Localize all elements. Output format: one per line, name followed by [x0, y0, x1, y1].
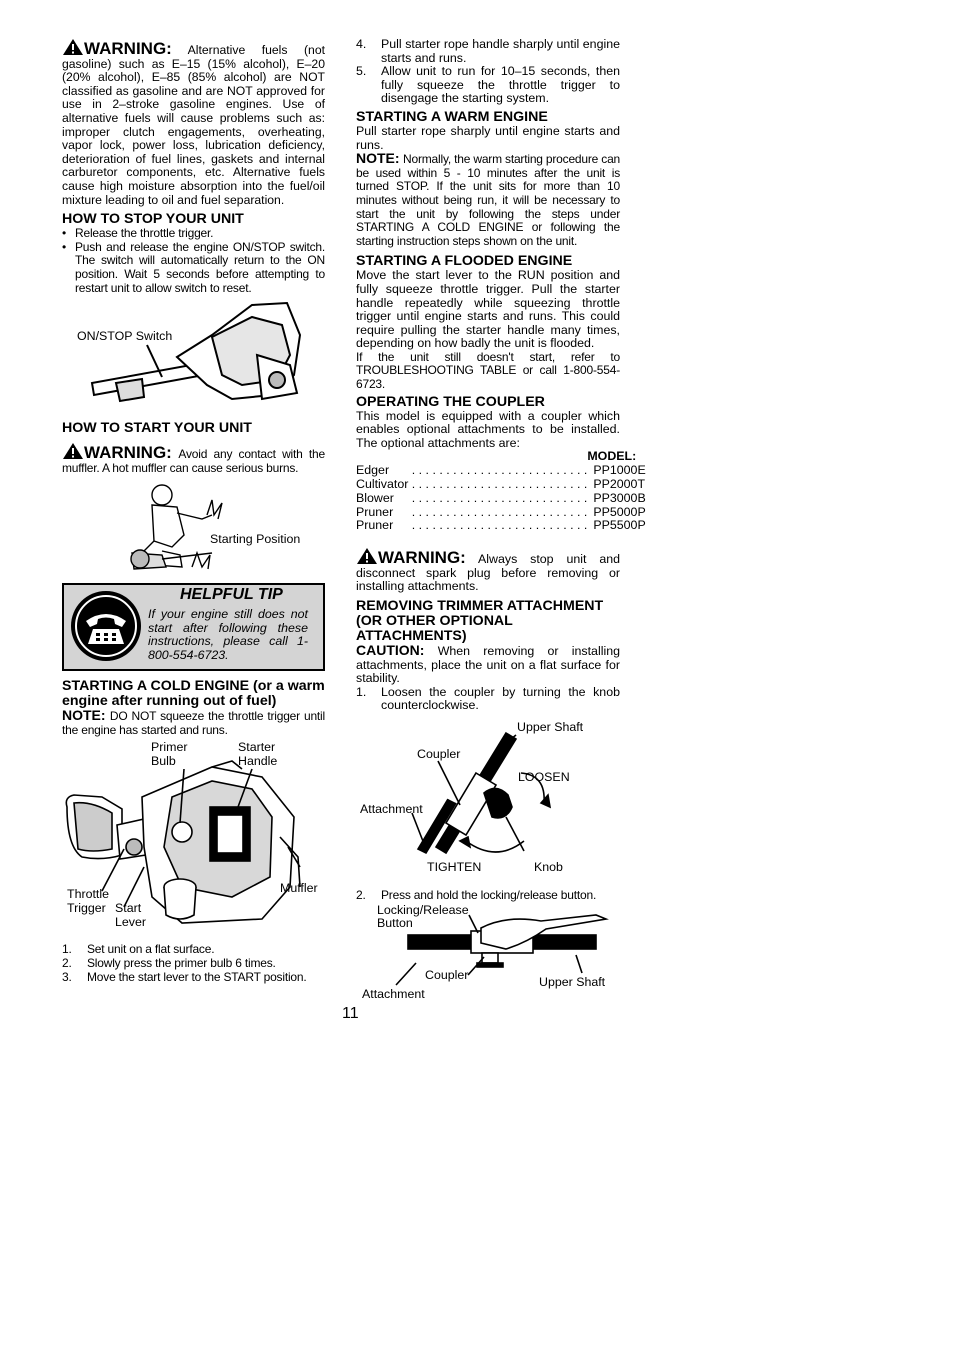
note-label: NOTE:: [62, 707, 106, 724]
list-item: 1. Loosen the coupler by turning the knob counterclockwise.: [356, 684, 620, 713]
throttle-trigger-label: Throttle Trigger: [67, 887, 110, 916]
warning-label: WARNING:: [84, 39, 172, 58]
upper-shaft-label: Upper Shaft: [539, 974, 606, 989]
attachment-label: Attachment: [362, 986, 425, 1001]
table-row: [356, 450, 646, 464]
list-item: 5. Allow unit to run for 10–15 seconds, then fully squeeze the throttle trigger to disengage the starting system.: [356, 64, 620, 106]
locking-button-figure: [356, 903, 620, 1015]
warning-text: Always stop unit and disconnect spark plug before removing or installing attachments.: [356, 552, 620, 594]
caution-text: When removing or installing attachments, place the unit on a flat surface for stability.: [356, 644, 620, 686]
list-item: 1. Set unit on a flat surface.: [62, 942, 215, 957]
locking-button-label: Locking/Release Button: [377, 902, 469, 931]
warm-note: [356, 152, 620, 248]
warning-text: Avoid any contact with the muffler. A hot muffler can cause serious burns.: [62, 447, 325, 475]
warning-muffler: [62, 442, 325, 475]
note-text: DO NOT squeeze the throttle trigger until the engine has started and runs.: [62, 709, 325, 737]
note-label: NOTE:: [356, 150, 400, 167]
warning-text: Alternative fuels (not gasoline) such as E–15 (15% alcohol), E–20 (20% alcohol), E–85 (85% alcohol) are NOT classified as gasoline and are NOT approved for use in 2–stroke gasoline engines. Use of alternative fuels will cause problems such as: improper clutch engagements, overheating, vapor lock, power loss, lubrication deficiency, deterioration of fuel lines, gaskets and internal carburetor components, etc. Alternative fuels cause high moisture absorption into the fuel/oil mixture leading to oil and fuel separation.: [62, 43, 325, 207]
coupler-label: Coupler: [417, 746, 461, 761]
flooded-heading: STARTING A FLOODED ENGINE: [356, 253, 573, 270]
list-item: • Push and release the engine ON/STOP switch. The switch will automatically return to the ON position. Wait 5 seconds before attempting to restart unit to allow switch to reset.: [62, 241, 325, 295]
upper-shaft-label: Upper Shaft: [517, 719, 584, 734]
warm-text: Pull starter rope sharply until engine starts and runs.: [356, 123, 620, 152]
phone-icon: [69, 589, 143, 663]
attachment-label: Attachment: [360, 801, 423, 816]
left-column: [62, 38, 325, 984]
caution: [356, 644, 620, 686]
table-row: Pruner . . . . . . . . . . . . . . . . . . . . . . . . . . PP5000P: [356, 504, 646, 519]
note-text: Normally, the warm starting procedure can be used within 5 - 10 minutes after the unit is turned STOP. If the unit sits for more than 10 minutes without being run, it will be necessary to start the unit by following the steps under STARTING A COLD ENGINE or following the starting instruction steps shown on the unit.: [356, 152, 621, 248]
coupler-knob-illustration: [356, 713, 620, 883]
onstop-label: ON/STOP Switch: [77, 329, 173, 344]
helpful-tip-box: [62, 583, 325, 671]
person-kneeling-illustration: [62, 475, 325, 575]
coupler-text: This model is equipped with a coupler which enables optional attachments to be installed. The optional attachments are:: [356, 408, 620, 450]
table-row: Blower . . . . . . . . . . . . . . . . . . . . . . . . . . PP3000B: [356, 490, 646, 505]
starting-position-figure: [62, 475, 325, 575]
page-number: 11: [342, 1005, 359, 1022]
warning-fuels: [62, 38, 325, 207]
onstop-figure: [62, 295, 325, 417]
cold-steps-continued: [356, 38, 620, 106]
removing-heading: REMOVING TRIMMER ATTACHMENT (OR OTHER OPTIONAL ATTACHMENTS): [356, 598, 604, 644]
cold-heading: STARTING A COLD ENGINE (or a warm engine after running out of fuel): [62, 678, 325, 710]
list-item: • Release the throttle trigger.: [62, 227, 325, 241]
stop-bullets: [62, 227, 325, 295]
note-cold: [62, 709, 325, 737]
removing-step-1: [356, 686, 620, 713]
warning-triangle-icon: [356, 547, 378, 565]
coupler-knob-figure: [356, 713, 620, 883]
list-item: 2. Slowly press the primer bulb 6 times.: [62, 956, 276, 971]
flooded-text: Move the start lever to the RUN position and fully squeeze throttle trigger. Pull the starter handle repeatedly while squeezing throttle trigger until engine starts and runs. This could require pulling the starter handle many times, depending on how badly the unit is flooded.: [356, 268, 620, 351]
cold-steps: [62, 943, 325, 984]
model-header: MODEL:: [587, 449, 637, 464]
start-heading: HOW TO START YOUR UNIT: [62, 420, 252, 437]
attachments-table: [356, 450, 646, 533]
engine-housing-illustration: [62, 295, 325, 417]
table-row: Cultivator . . . . . . . . . . . . . . . . . . . . . . . . . . PP2000T: [356, 477, 646, 492]
warning-label: WARNING:: [84, 443, 172, 463]
warning-label: WARNING:: [378, 548, 466, 568]
starting-position-label: Starting Position: [210, 532, 301, 547]
knob-label: Knob: [534, 859, 563, 874]
starter-handle-label: Starter Handle: [238, 740, 278, 769]
tip-title: HELPFUL TIP: [180, 586, 283, 604]
warm-heading: STARTING A WARM ENGINE: [356, 108, 548, 125]
list-item: 3. Move the start lever to the START position.: [62, 969, 307, 984]
caution-label: CAUTION:: [356, 642, 425, 658]
stop-heading: HOW TO STOP YOUR UNIT: [62, 211, 244, 228]
table-row: Edger . . . . . . . . . . . . . . . . . . . . . . . . . . PP1000E: [356, 463, 646, 478]
flooded-text-2: If the unit still doesn't start, refer to TROUBLESHOOTING TABLE or call 1-800-554-6723.: [356, 349, 620, 392]
right-column: [356, 37, 646, 1015]
engine-figure: [62, 737, 325, 943]
warning-triangle-icon: [62, 38, 84, 56]
coupler-heading: OPERATING THE COUPLER: [356, 393, 545, 410]
primer-bulb-label: Primer Bulb: [151, 740, 188, 769]
list-item: 4. Pull starter rope handle sharply until engine starts and runs.: [356, 37, 620, 65]
table-row: Pruner . . . . . . . . . . . . . . . . . . . . . . . . . . PP5500P: [356, 518, 646, 533]
loosen-label: LOOSEN: [518, 769, 570, 784]
warning-attachments: [356, 547, 620, 594]
muffler-label: Muffler: [280, 881, 318, 896]
warning-triangle-icon: [62, 442, 84, 460]
tip-text: If your engine still does not start after following these instructions, please call 1-800-554-6723.: [148, 607, 308, 663]
start-lever-label: Start Lever: [115, 901, 146, 930]
coupler-label: Coupler: [425, 967, 469, 982]
removing-step-2: [356, 889, 620, 903]
list-item: 2. Press and hold the locking/release button.: [356, 887, 597, 902]
tighten-label: TIGHTEN: [427, 859, 482, 874]
